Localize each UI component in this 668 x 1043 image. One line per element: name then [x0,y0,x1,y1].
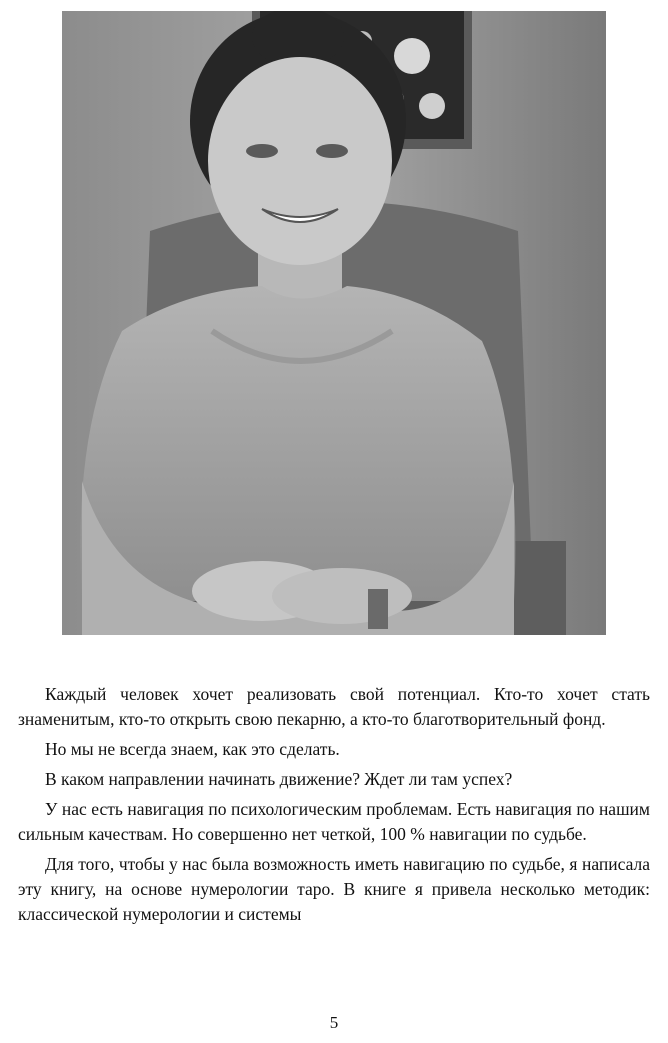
paragraph: Но мы не всегда знаем, как это сделать. [45,739,340,759]
paragraph: В каком направлении начинать движение? Ждет ли там успех? [45,769,513,789]
author-photo [62,11,606,635]
paragraph: Каждый человек хочет реализовать свой потенциал. Кто-то хочет стать знаменитым, кто-то открыть свою пекарню, а кто-то благотворительный фонд. [18,684,650,729]
paragraph: У нас есть навигация по психологическим проблемам. Есть навигация по нашим сильным качествам. Но совершенно нет четкой, 100 % навигации по судьбе. [18,799,650,844]
page-number: 5 [329,1013,339,1032]
body-text [18,682,650,932]
paragraph: Для того, чтобы у нас была возможность иметь навигацию по судьбе, я написала эту книгу, на основе нумерологии таро. В книге я привела несколько методик: классической нумерологии и системы [18,854,650,924]
